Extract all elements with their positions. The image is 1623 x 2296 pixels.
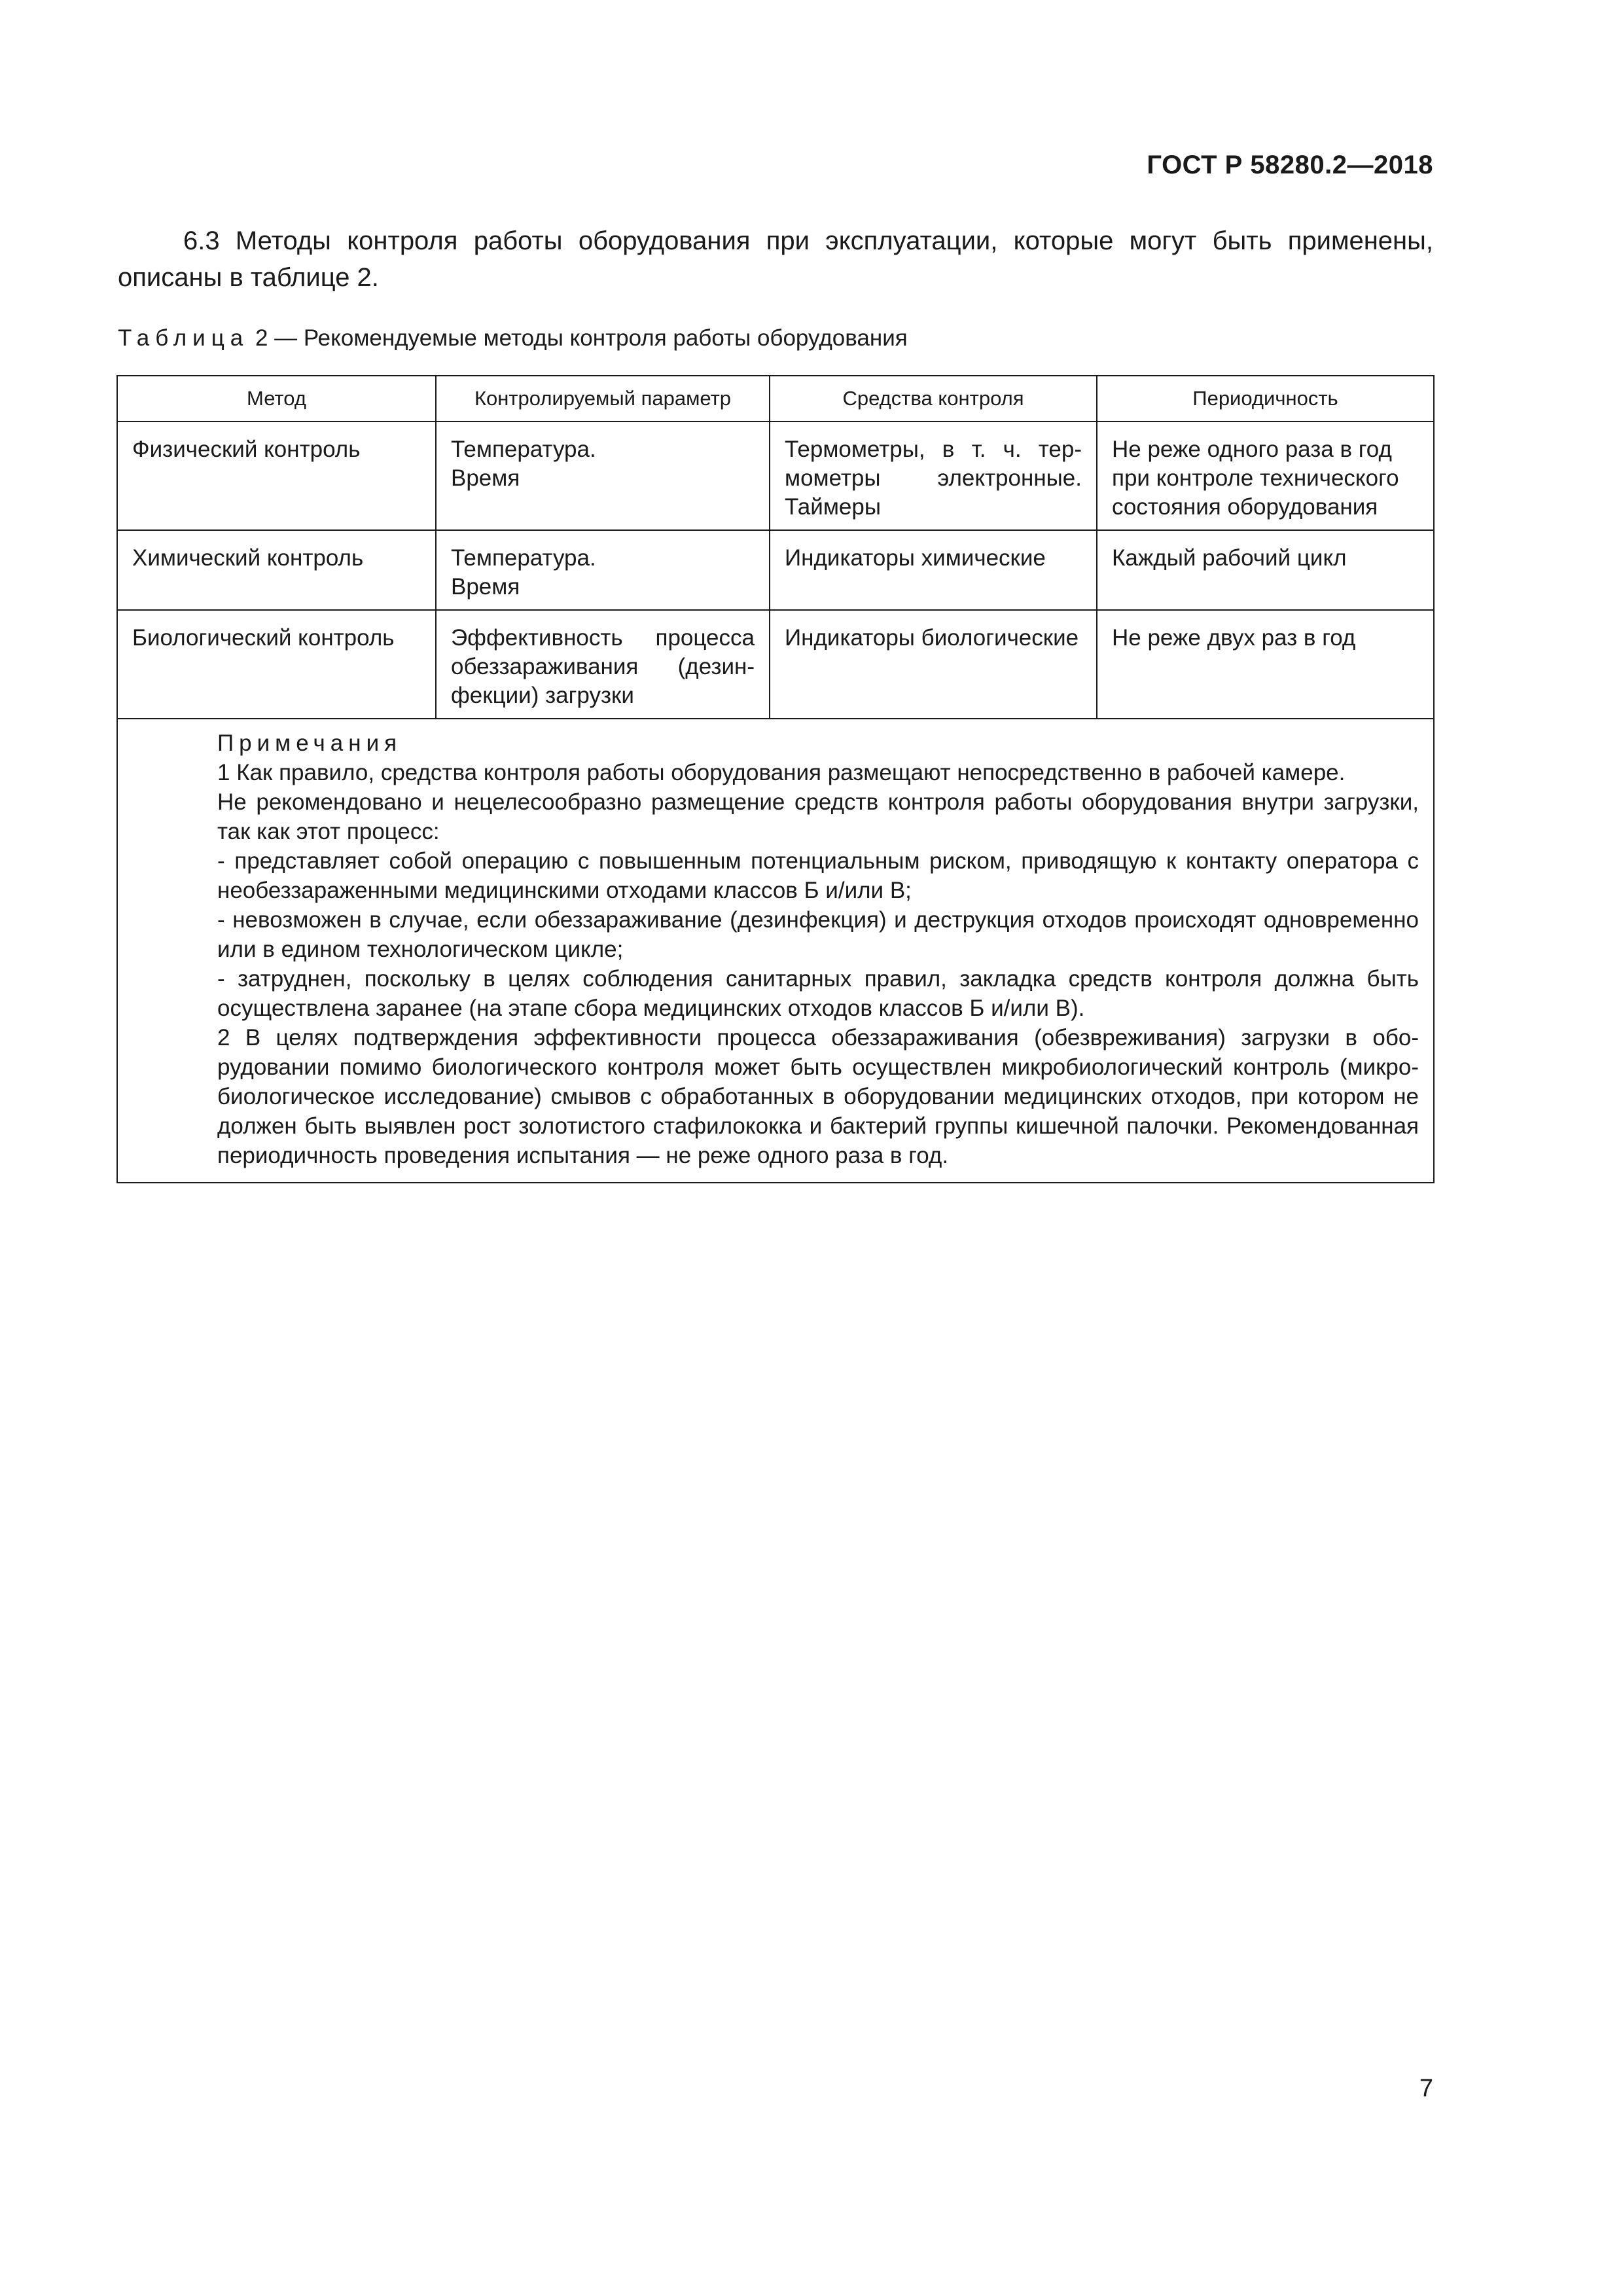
header-period: Периодичность: [1097, 376, 1434, 422]
cell-param-line: Температура.: [451, 545, 596, 571]
table-row: [117, 610, 1434, 719]
methods-table: [116, 375, 1435, 1183]
document-id: ГОСТ Р 58280.2—2018: [1147, 151, 1433, 179]
cell-method: Химический контроль: [117, 530, 436, 610]
cell-period: Не реже одного раза в год при контроле технического состояния оборудования: [1097, 422, 1434, 530]
table-caption-text: 2 — Рекомендуемые методы контроля работы оборудования: [249, 325, 908, 351]
note-item: 1 Как правило, средства контроля работы оборудования размещают непосредственно в рабочей камере.: [217, 760, 1346, 785]
table-caption: [118, 323, 908, 353]
notes-cell: [117, 719, 1434, 1183]
notes-row: [117, 719, 1434, 1183]
cell-period: Каждый рабочий цикл: [1097, 530, 1434, 610]
table-caption-label: Таблица: [118, 325, 249, 351]
table-row: [117, 422, 1434, 530]
table-header-row: [117, 376, 1434, 422]
note-item: - невозможен в случае, если обеззараживание (дезинфекция) и деструкция отходов происходят одновременно или в едином технологическом цикле;: [217, 907, 1419, 962]
note-item: - представляет собой операцию с повышенным потенциальным риском, приводящую к контакту оператора с необеззараженными медицинскими отходами классов Б и/или В;: [217, 848, 1419, 903]
notes-title: Примечания: [217, 730, 402, 756]
cell-param-line: Время: [451, 574, 520, 600]
cell-method: Биологический контроль: [117, 610, 436, 719]
header-method: Метод: [117, 376, 436, 422]
header-param: Контролируемый параметр: [436, 376, 770, 422]
cell-param: [436, 422, 770, 530]
cell-period: Не реже двух раз в год: [1097, 610, 1434, 719]
cell-method: Физический контроль: [117, 422, 436, 530]
page-number: 7: [1419, 2075, 1433, 2102]
note-item: - затруднен, поскольку в целях соблюдения санитарных правил, закладка средств контроля должна быть осуществлена заранее (на этапе сбора медицинских отходов классов Б и/или В).: [217, 966, 1419, 1021]
cell-means: Термометры, в т. ч. термометры электронные. Таймеры: [770, 422, 1097, 530]
cell-param: [436, 530, 770, 610]
intro-paragraph: [118, 223, 1433, 296]
note-item: 2 В целях подтверждения эффективности процесса обеззараживания (обезвреживания) загрузки в оборудовании помимо биологического контроля может быть осуществлен микробиологический контроль (микробиологическое исследование) смывов с обработанных в оборудовании медицинских отходов, при котором не должен быть выявлен рост золотистого стафилококка и бактерий группы кишечной палочки. Рекомендованная периодичность проведения испытания — не реже одного раза в год.: [217, 1025, 1419, 1168]
header-means: Средства контроля: [770, 376, 1097, 422]
cell-param: Эффективность процесса обеззараживания (дезинфекции) загрузки: [436, 610, 770, 719]
cell-param-line: Время: [451, 465, 520, 491]
cell-means: Индикаторы химические: [770, 530, 1097, 610]
note-item: Не рекомендовано и нецелесообразно размещение средств контроля работы оборудования внутри загрузки, так как этот процесс:: [217, 789, 1419, 844]
cell-means: Индикаторы биологические: [770, 610, 1097, 719]
table-row: [117, 530, 1434, 610]
cell-param-line: Температура.: [451, 437, 596, 462]
intro-text: 6.3 Методы контроля работы оборудования при эксплуатации, которые могут быть применены, описаны в таблице 2.: [118, 226, 1433, 292]
